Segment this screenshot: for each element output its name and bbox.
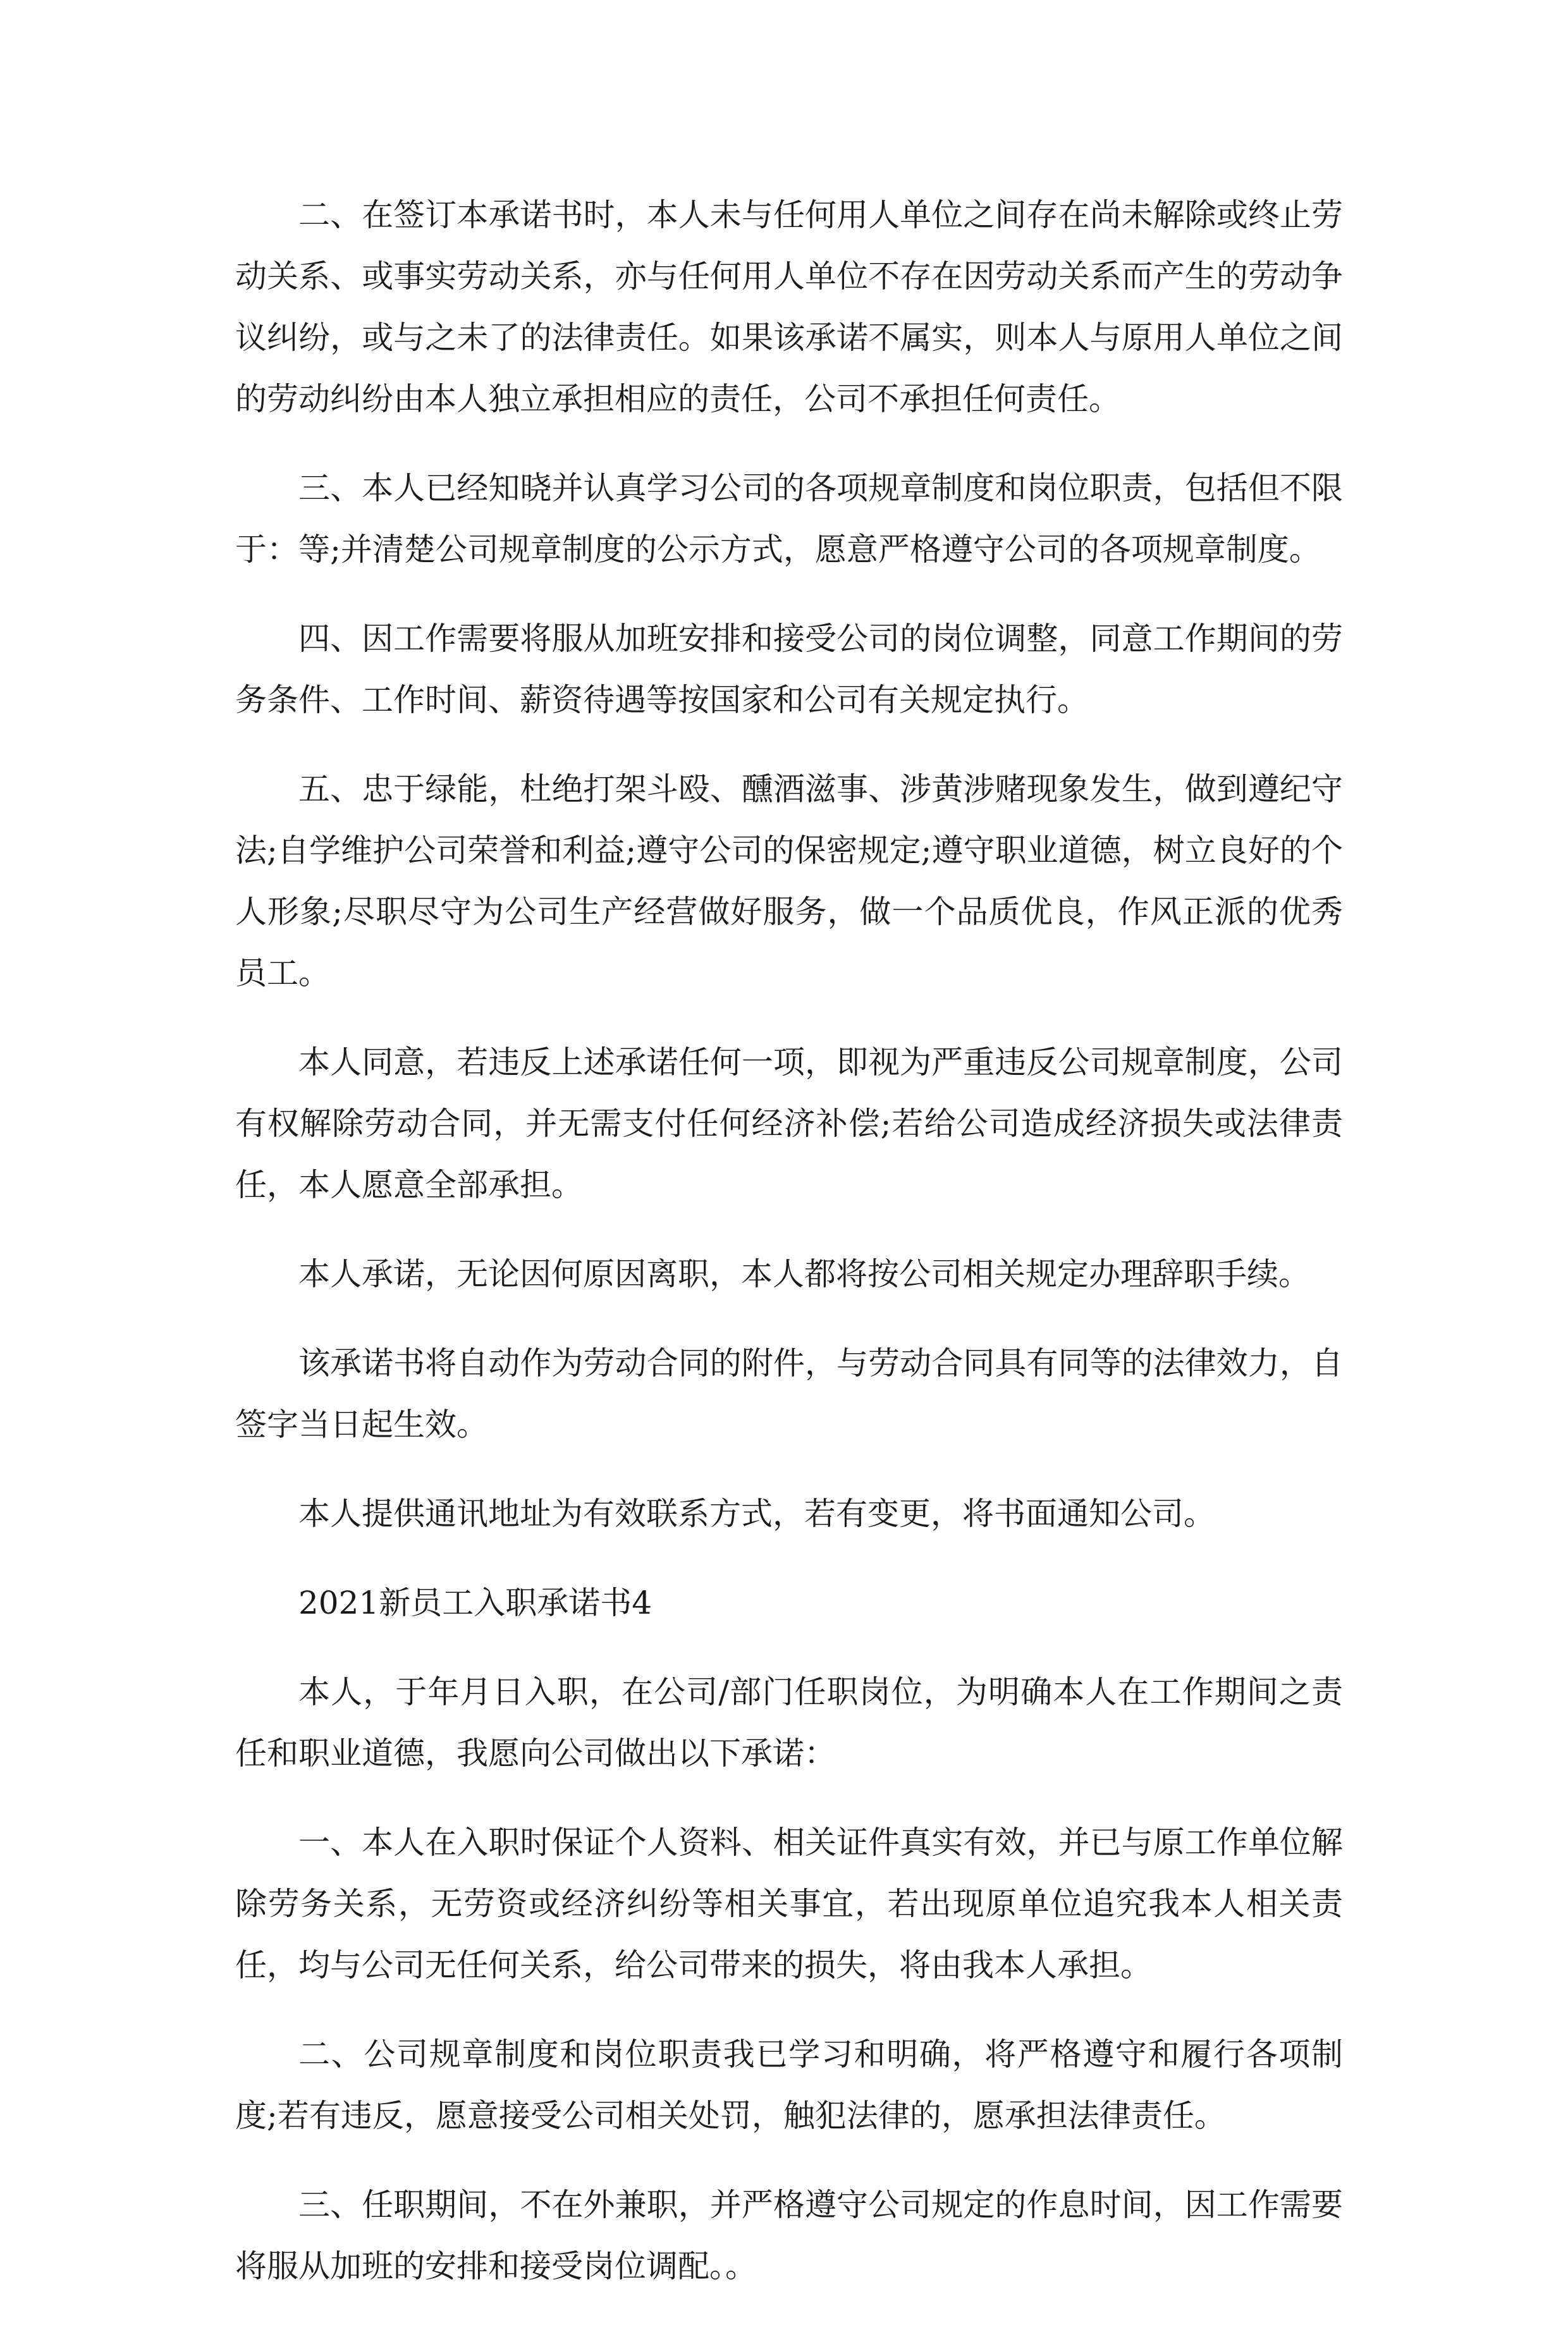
section-title: 2021新员工入职承诺书4: [298, 1585, 652, 1621]
paragraph-agreement: 本人同意，若违反上述承诺任何一项，即视为严重违反公司规章制度，公司有权解除劳动合同，并无需支付任何经济补偿;若给公司造成经济损失或法律责任，本人愿意全部承担。: [235, 1044, 1343, 1203]
paragraph-clause-2-no-labor-relation: 二、在签订本承诺书时，本人未与任何用人单位之间存在尚未解除或终止劳动关系、或事实劳动关系，亦与任何用人单位不存在因劳动关系而产生的劳动争议纠纷，或与之未了的法律责任。如果该承诺不属实，则本人与原用人单位之间的劳动纠纷由本人独立承担相应的责任，公司不承担任何责任。: [235, 197, 1343, 417]
paragraph-intro: 本人，于年月日入职，在公司/部门任职岗位，为明确本人在工作期间之责任和职业道德，我愿向公司做出以下承诺：: [235, 1674, 1343, 1772]
document-body: [235, 185, 1343, 2325]
paragraph-contract-attachment: 该承诺书将自动作为劳动合同的附件，与劳动合同具有同等的法律效力，自签字当日起生效。: [235, 1345, 1343, 1443]
paragraph-clause-1-documents: 一、本人在入职时保证个人资料、相关证件真实有效，并已与原工作单位解除劳务关系，无劳资或经济纠纷等相关事宜，若出现原单位追究我本人相关责任，均与公司无任何关系，给公司带来的损失，将由我本人承担。: [235, 1824, 1343, 1984]
paragraph-resignation: 本人承诺，无论因何原因离职，本人都将按公司相关规定办理辞职手续。: [298, 1256, 1310, 1292]
paragraph-contact-address: 本人提供通讯地址为有效联系方式，若有变更，将书面通知公司。: [298, 1495, 1215, 1532]
paragraph-clause-3-rules: 三、本人已经知晓并认真学习公司的各项规章制度和岗位职责，包括但不限于：等;并清楚公司规章制度的公示方式，愿意严格遵守公司的各项规章制度。: [235, 470, 1343, 568]
paragraph-clause-4-overtime: 四、因工作需要将服从加班安排和接受公司的岗位调整，同意工作期间的劳务条件、工作时间、薪资待遇等按国家和公司有关规定执行。: [235, 620, 1343, 718]
paragraph-clause-2-regulations: 二、公司规章制度和岗位职责我已学习和明确，将严格遵守和履行各项制度;若有违反，愿意接受公司相关处罚，触犯法律的，愿承担法律责任。: [235, 2036, 1343, 2134]
paragraph-clause-5-conduct: 五、忠于绿能，杜绝打架斗殴、醺酒滋事、涉黄涉赌现象发生，做到遵纪守法;自学维护公司荣誉和利益;遵守公司的保密规定;遵守职业道德，树立良好的个人形象;尽职尽守为公司生产经营做好服务，做一个品质优良，作风正派的优秀员工。: [235, 771, 1343, 991]
paragraph-clause-3-no-parttime: 三、任职期间，不在外兼职，并严格遵守公司规定的作息时间，因工作需要将服从加班的安排和接受岗位调配。。: [235, 2187, 1343, 2285]
